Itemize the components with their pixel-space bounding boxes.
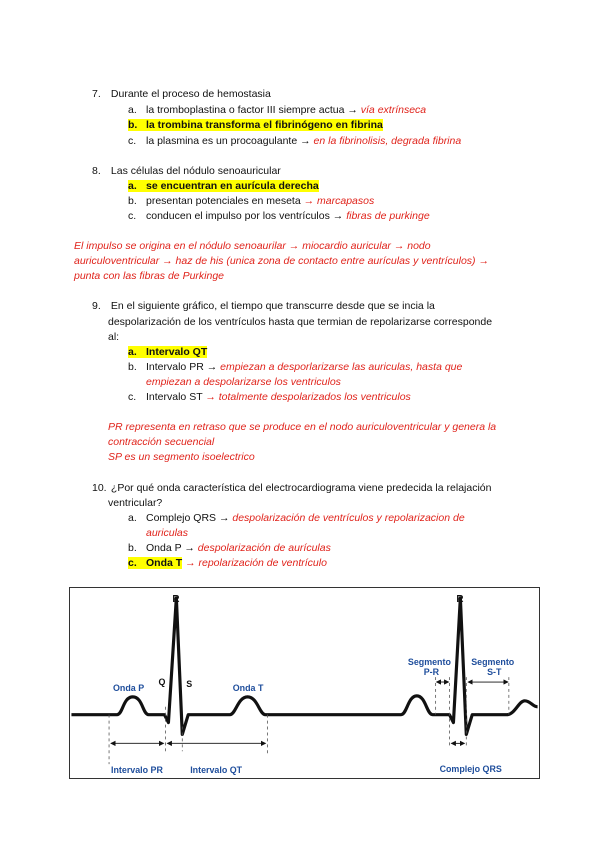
- q9-option-b: b. Intervalo PR → empiezan a desporlarizarse las auriculas, hasta que: [128, 361, 463, 373]
- q7-question: 7. Durante el proceso de hemostasia: [92, 88, 271, 100]
- label-segmento-pr-2: P-R: [423, 667, 440, 678]
- q9-explanation-line-2: contracción secuencial: [108, 436, 215, 448]
- q10-option-a: a. Complejo QRS → despolarización de ventrículos y repolarizacion de: [128, 512, 465, 524]
- label-q: Q: [158, 676, 166, 687]
- q8-explanation-line-2: auriculoventricular → haz de his (unica zona de contacto entre aurículas y ventrículos) →: [74, 255, 489, 267]
- ecg-diagram: [69, 587, 540, 779]
- q8-explanation-line-1: El impulso se origina en el nódulo senoaurilar → miocardio auricular → nodo: [74, 240, 431, 252]
- q8-option-a: a. se encuentran en aurícula derecha: [128, 180, 319, 192]
- label-onda-t: Onda T: [232, 682, 264, 693]
- label-intervalo-qt: Intervalo QT: [190, 765, 243, 776]
- label-r2: R: [456, 593, 464, 605]
- label-onda-p: Onda P: [113, 682, 145, 693]
- q10-option-c: c. Onda T → repolarización de ventrículo: [128, 557, 327, 569]
- label-complejo-qrs: Complejo QRS: [439, 764, 502, 775]
- q7-option-c: c. la plasmina es un procoagulante → en la fibrinolisis, degrada fibrina: [128, 135, 462, 147]
- q9-explanation-line-3: SP es un segmento isoelectrico: [108, 451, 255, 463]
- label-intervalo-pr: Intervalo PR: [111, 765, 163, 776]
- ecg-trace: [71, 598, 537, 735]
- q9-option-c: c. Intervalo ST → totalmente despolarizados los ventriculos: [128, 391, 411, 403]
- q8-explanation-line-3: punta con las fibras de Purkinge: [74, 270, 225, 282]
- q10-question-line-1: 10. ¿Por qué onda característica del electrocardiograma viene predecida la relajación: [92, 482, 492, 494]
- q10-question-line-2: ventricular?: [108, 497, 163, 509]
- label-s: S: [186, 678, 193, 689]
- label-segmento-pr-1: Segmento: [407, 657, 451, 668]
- q9-explanation-line-1: PR representa en retraso que se produce en el nodo auriculoventricular y genera la: [108, 421, 497, 433]
- q10-option-a-cont: auriculas: [146, 527, 189, 539]
- q9-question-line-3: al:: [108, 331, 120, 343]
- label-segmento-st-1: Segmento: [471, 657, 515, 668]
- q7-option-a: a. la tromboplastina o factor III siempre actua → vía extrínseca: [128, 104, 427, 116]
- q8-option-c: c. conducen el impulso por los ventrículos → fibras de purkinge: [128, 210, 430, 222]
- q8-question: 8. Las células del nódulo senoauricular: [92, 165, 281, 177]
- label-r1: R: [172, 593, 180, 605]
- q9-question-line-2: despolarización de los ventrículos hasta que termian de repolarizarse corresponde: [108, 316, 493, 328]
- q8-option-b: b. presentan potenciales en meseta → marcapasos: [128, 195, 375, 207]
- q9-option-b-cont: empiezan a despolarizarse los ventriculos: [146, 376, 341, 388]
- q10-option-b: b. Onda P → despolarización de aurículas: [128, 542, 331, 554]
- label-segmento-st-2: S-T: [487, 667, 502, 678]
- q9-option-a: a. Intervalo QT: [128, 346, 208, 358]
- q9-question-line-1: 9. En el siguiente gráfico, el tiempo que transcurre desde que se incia la: [92, 300, 435, 312]
- q7-option-b: b. la trombina transforma el fibrinógeno en fibrina: [128, 119, 383, 131]
